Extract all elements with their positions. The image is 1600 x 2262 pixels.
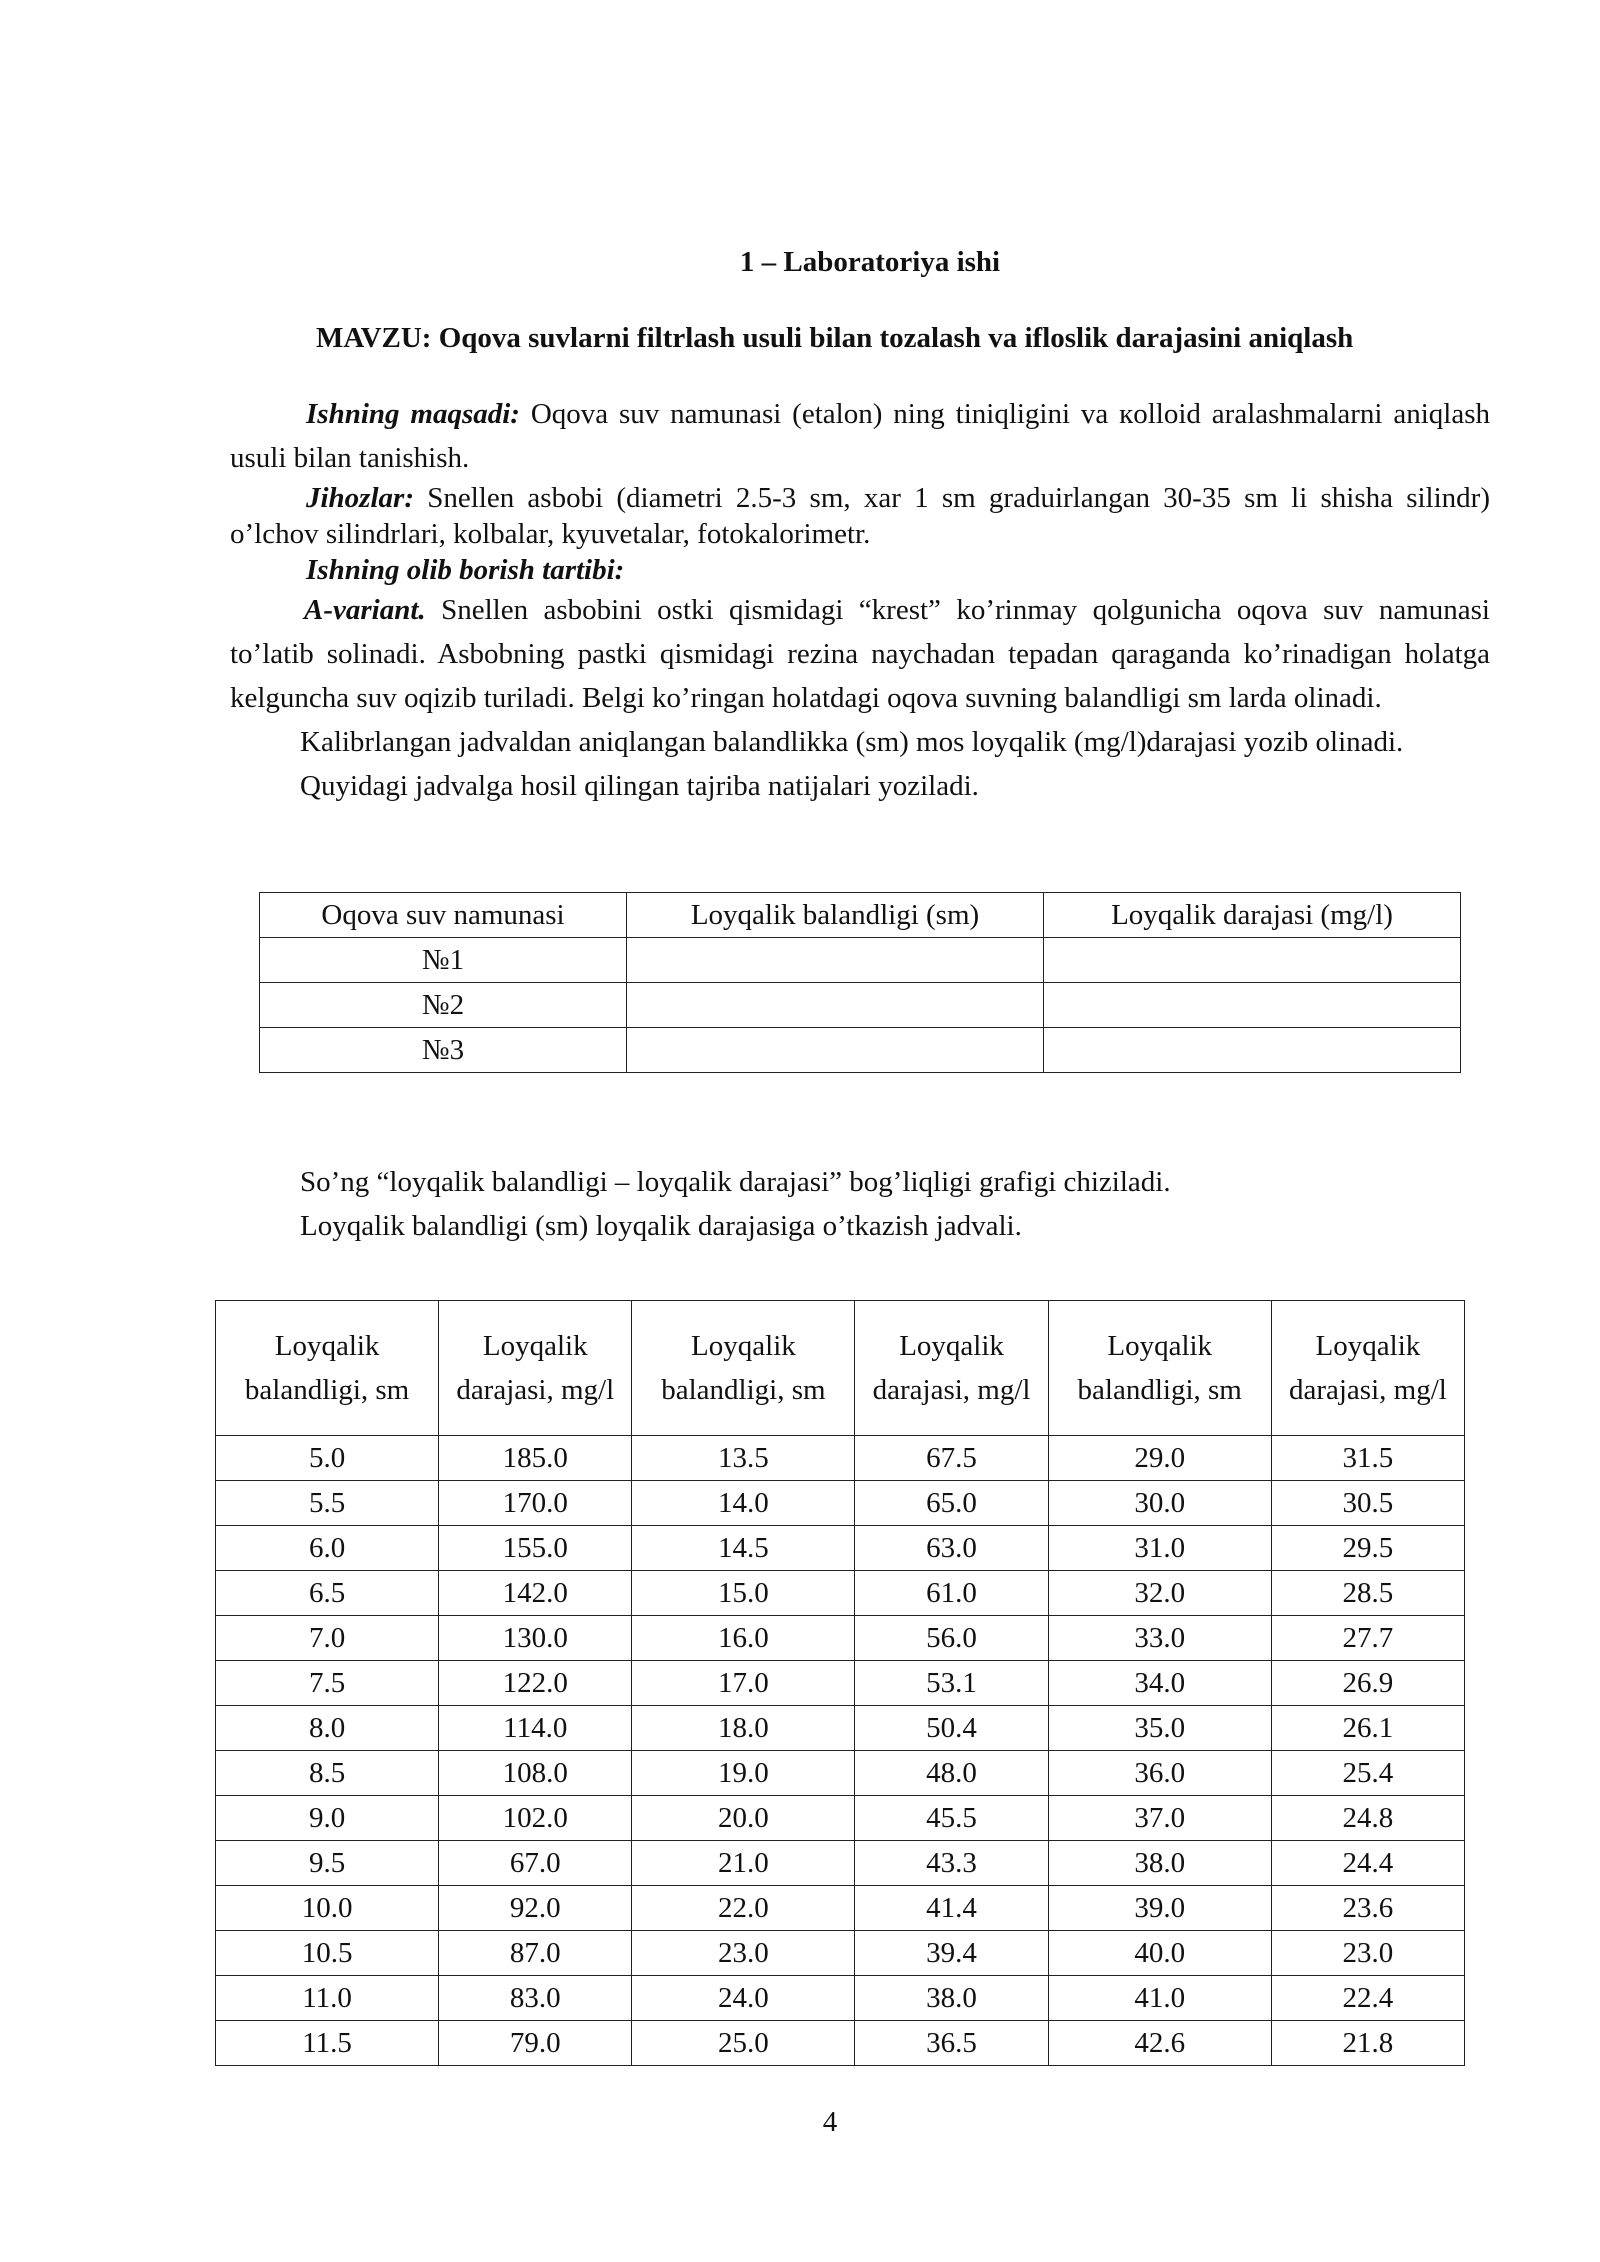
table-cell: 22.4 <box>1271 1976 1464 2021</box>
table-cell: 16.0 <box>632 1616 855 1661</box>
table-cell: 24.4 <box>1271 1841 1464 1886</box>
table-cell: 61.0 <box>855 1571 1048 1616</box>
table-row <box>216 1706 1465 1751</box>
table-cell: 24.8 <box>1271 1796 1464 1841</box>
table-cell: 6.0 <box>216 1526 439 1571</box>
table-cell: 37.0 <box>1048 1796 1271 1841</box>
table-row <box>216 1661 1465 1706</box>
intro-block <box>230 392 1490 808</box>
table-cell: №1 <box>260 938 627 983</box>
table-cell: 45.5 <box>855 1796 1048 1841</box>
table-cell: 6.5 <box>216 1571 439 1616</box>
table-cell: 13.5 <box>632 1436 855 1481</box>
table-cell: 36.5 <box>855 2021 1048 2066</box>
table-cell: 87.0 <box>439 1931 632 1976</box>
table-row <box>216 1751 1465 1796</box>
table-row <box>216 1526 1465 1571</box>
table-cell: 29.0 <box>1048 1436 1271 1481</box>
table-row <box>216 2021 1465 2066</box>
table-cell: 22.0 <box>632 1886 855 1931</box>
table-cell: 38.0 <box>855 1976 1048 2021</box>
results-table-header <box>260 893 1461 938</box>
table-row <box>216 1976 1465 2021</box>
table-cell: 30.5 <box>1271 1481 1464 1526</box>
table-row <box>216 1616 1465 1661</box>
table-row <box>216 1796 1465 1841</box>
table-cell: №2 <box>260 983 627 1028</box>
table-cell: 48.0 <box>855 1751 1048 1796</box>
table-cell: 32.0 <box>1048 1571 1271 1616</box>
table-cell: 24.0 <box>632 1976 855 2021</box>
table-cell: 7.5 <box>216 1661 439 1706</box>
table-cell: 114.0 <box>439 1706 632 1751</box>
goal-paragraph <box>230 392 1490 480</box>
table-cell: 5.5 <box>216 1481 439 1526</box>
table-cell <box>1044 983 1461 1028</box>
table-cell: 23.6 <box>1271 1886 1464 1931</box>
conversion-table-body <box>216 1436 1465 2066</box>
table-cell: 23.0 <box>1271 1931 1464 1976</box>
table-cell: 9.0 <box>216 1796 439 1841</box>
table-cell: 79.0 <box>439 2021 632 2066</box>
table-cell: 102.0 <box>439 1796 632 1841</box>
table-cell: 50.4 <box>855 1706 1048 1751</box>
table-cell: 65.0 <box>855 1481 1048 1526</box>
table-cell: 27.7 <box>1271 1616 1464 1661</box>
table-cell: 29.5 <box>1271 1526 1464 1571</box>
table-cell: 142.0 <box>439 1571 632 1616</box>
conversion-header-cell: Loyqalik balandligi, sm <box>216 1301 439 1436</box>
conversion-table-header <box>216 1301 1465 1436</box>
post-table-block <box>230 1160 1490 1248</box>
table-cell: 14.0 <box>632 1481 855 1526</box>
graph-paragraph: So’ng “loyqalik balandligi – loyqalik darajasi” bog’liqligi grafigi chiziladi. <box>300 1166 1171 1198</box>
goal-text: Oqova suv namunasi (etalon) ning tiniqligini va кolloid aralashmalarni aniqlash usuli bilan tanishish. <box>230 398 1490 474</box>
variant-paragraph <box>230 588 1490 720</box>
table-cell: 185.0 <box>439 1436 632 1481</box>
table-cell: 92.0 <box>439 1886 632 1931</box>
table-cell: №3 <box>260 1028 627 1073</box>
table-row <box>260 1028 1461 1073</box>
table-cell: 38.0 <box>1048 1841 1271 1886</box>
table-intro-paragraph: Quyidagi jadvalga hosil qilingan tajriba natijalari yoziladi. <box>300 770 979 802</box>
table-cell: 41.0 <box>1048 1976 1271 2021</box>
table-cell: 10.0 <box>216 1886 439 1931</box>
table-cell: 25.4 <box>1271 1751 1464 1796</box>
table-cell: 35.0 <box>1048 1706 1271 1751</box>
conversion-paragraph: Loyqalik balandligi (sm) loyqalik darajasiga o’tkazish jadvali. <box>300 1210 1022 1242</box>
table-row <box>216 1436 1465 1481</box>
table-row <box>260 983 1461 1028</box>
table-cell: 10.5 <box>216 1931 439 1976</box>
table-row <box>216 1841 1465 1886</box>
table-cell <box>1044 1028 1461 1073</box>
table-cell: 7.0 <box>216 1616 439 1661</box>
conversion-header-cell: Loyqalik darajasi, mg/l <box>1271 1301 1464 1436</box>
table-cell: 42.6 <box>1048 2021 1271 2066</box>
table-cell: 9.5 <box>216 1841 439 1886</box>
table-cell: 25.0 <box>632 2021 855 2066</box>
conversion-header-cell: Loyqalik darajasi, mg/l <box>439 1301 632 1436</box>
table-cell: 17.0 <box>632 1661 855 1706</box>
table-cell: 43.3 <box>855 1841 1048 1886</box>
table-cell: 8.0 <box>216 1706 439 1751</box>
table-cell: 31.0 <box>1048 1526 1271 1571</box>
table-cell: 23.0 <box>632 1931 855 1976</box>
table-cell: 67.0 <box>439 1841 632 1886</box>
table-cell: 33.0 <box>1048 1616 1271 1661</box>
topic-heading: MAVZU: Oqova suvlarni filtrlash usuli bilan tozalash va ifloslik darajasini aniqlash <box>316 322 1354 354</box>
table-cell: 40.0 <box>1048 1931 1271 1976</box>
equipment-label: Jihozlar: <box>306 482 414 514</box>
table-cell: 18.0 <box>632 1706 855 1751</box>
conversion-header-cell: Loyqalik darajasi, mg/l <box>855 1301 1048 1436</box>
conversion-header-cell: Loyqalik balandligi, sm <box>1048 1301 1271 1436</box>
table-cell: 67.5 <box>855 1436 1048 1481</box>
calibration-paragraph: Kalibrlangan jadvaldan aniqlangan balandlikka (sm) mos loyqalik (mg/l)darajasi yozib olinadi. <box>300 726 1404 758</box>
table-cell: 170.0 <box>439 1481 632 1526</box>
table-cell: 19.0 <box>632 1751 855 1796</box>
procedure-heading: Ishning olib borish tartibi: <box>306 554 625 586</box>
table-cell: 39.4 <box>855 1931 1048 1976</box>
table-cell: 11.0 <box>216 1976 439 2021</box>
table-cell: 30.0 <box>1048 1481 1271 1526</box>
table-row <box>216 1571 1465 1616</box>
variant-text: Snellen asbobini ostki qismidagi “krest” ko’rinmay qolgunicha oqova suv namunasi to’latib solinadi. Asbobning pastki qismidagi rezina naychadan tepadan qaraganda ko’rinadigan holatga kelguncha suv oqizib turiladi. Belgi ko’ringan holatdagi oqova suvning balandligi sm larda olinadi. <box>230 594 1490 714</box>
table-cell: 14.5 <box>632 1526 855 1571</box>
table-cell: 5.0 <box>216 1436 439 1481</box>
table-cell: 28.5 <box>1271 1571 1464 1616</box>
results-header-cell: Loyqalik darajasi (mg/l) <box>1044 893 1461 938</box>
results-table <box>259 892 1461 1073</box>
table-cell: 11.5 <box>216 2021 439 2066</box>
variant-label: A-variant. <box>304 594 426 626</box>
table-cell: 130.0 <box>439 1616 632 1661</box>
equipment-text: Snellen asbobi (diametri 2.5-3 sm, xar 1 sm graduirlangan 30-35 sm li shisha silindr) o’lchov silindrlari, kolbalar, kyuvetalar, fotokalorimetr. <box>230 482 1490 550</box>
results-header-cell: Oqova suv namunasi <box>260 893 627 938</box>
table-cell: 155.0 <box>439 1526 632 1571</box>
table-cell: 21.0 <box>632 1841 855 1886</box>
table-cell <box>627 938 1044 983</box>
table-cell: 122.0 <box>439 1661 632 1706</box>
table-row <box>216 1931 1465 1976</box>
table-row <box>216 1481 1465 1526</box>
table-cell <box>1044 938 1461 983</box>
table-cell: 26.1 <box>1271 1706 1464 1751</box>
goal-label: Ishning maqsadi: <box>306 398 520 430</box>
table-cell: 83.0 <box>439 1976 632 2021</box>
table-cell: 41.4 <box>855 1886 1048 1931</box>
table-cell: 53.1 <box>855 1661 1048 1706</box>
table-cell: 26.9 <box>1271 1661 1464 1706</box>
equipment-paragraph <box>230 480 1490 552</box>
table-cell: 34.0 <box>1048 1661 1271 1706</box>
table-cell: 20.0 <box>632 1796 855 1841</box>
page-title: 1 – Laboratoriya ishi <box>739 246 1001 278</box>
table-cell <box>627 983 1044 1028</box>
table-cell: 36.0 <box>1048 1751 1271 1796</box>
table-row <box>216 1886 1465 1931</box>
table-cell: 8.5 <box>216 1751 439 1796</box>
table-cell <box>627 1028 1044 1073</box>
conversion-table <box>215 1300 1465 2066</box>
page-number: 4 <box>822 2106 838 2138</box>
results-header-cell: Loyqalik balandligi (sm) <box>627 893 1044 938</box>
conversion-header-cell: Loyqalik balandligi, sm <box>632 1301 855 1436</box>
table-cell: 15.0 <box>632 1571 855 1616</box>
table-cell: 63.0 <box>855 1526 1048 1571</box>
table-cell: 56.0 <box>855 1616 1048 1661</box>
table-cell: 39.0 <box>1048 1886 1271 1931</box>
table-cell: 21.8 <box>1271 2021 1464 2066</box>
table-cell: 108.0 <box>439 1751 632 1796</box>
table-cell: 31.5 <box>1271 1436 1464 1481</box>
table-row <box>260 938 1461 983</box>
